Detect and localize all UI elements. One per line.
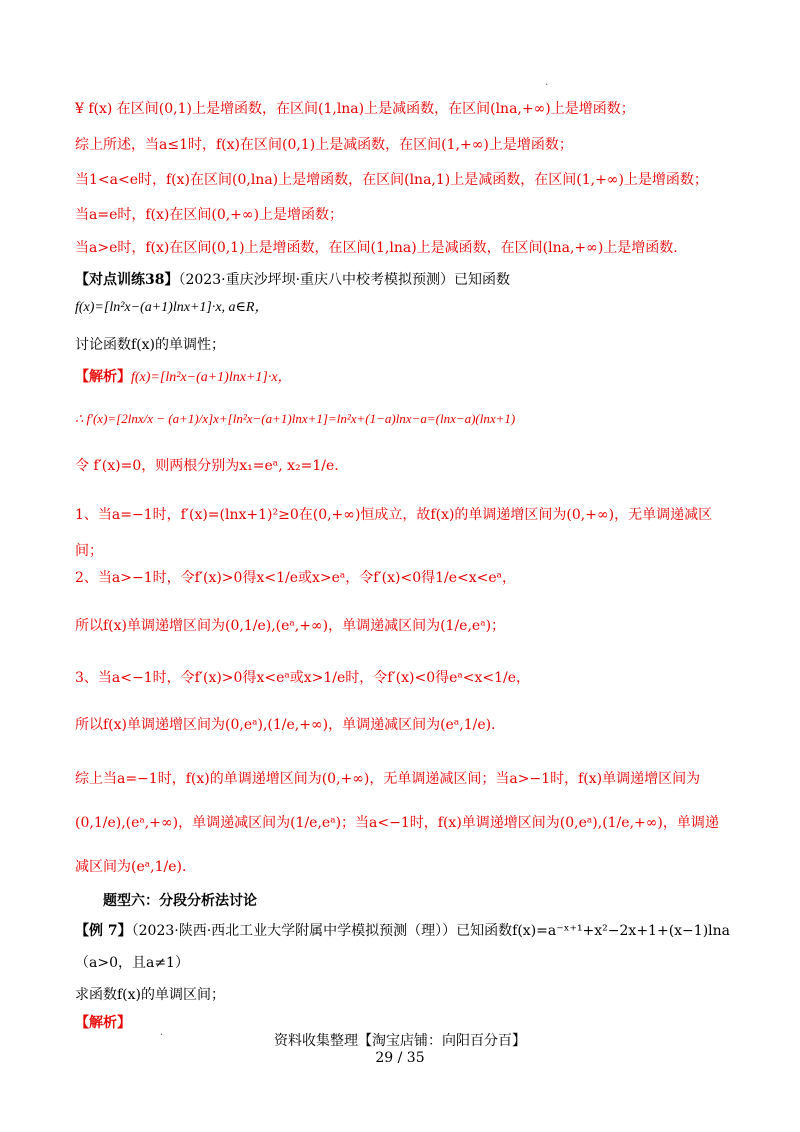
solution-38-intro xyxy=(75,367,292,388)
exercise-38-source: （2023·重庆沙坪坝·重庆八中校考模拟预测）已知函数 xyxy=(178,272,511,288)
scan-dot-2: · xyxy=(160,1030,164,1041)
line-summary-a-le-1: 综上所述，当a≤1时，f(x)在区间(0,1)上是减函数，在区间(1,+∞)上是增函数； xyxy=(75,137,573,153)
exercise-38-label: 【对点训练38】 xyxy=(75,272,179,288)
line-conclusion-1: ¥ f(x) 在区间(0,1)上是增函数，在区间(1,lna)上是减函数，在区间(lna,+∞)上是增函数； xyxy=(75,101,635,117)
page-number: 29 / 35 xyxy=(375,1050,425,1066)
summary-paragraph: 综上当a=−1时，f(x)的单调递增区间为(0,+∞)，无单调递减区间；当a>−1时，f(x)单调递增区间为(0,1/e),(eᵃ,+∞)，单调递减区间为(1/e,eᵃ)；当a<−1时，f(x)单调递增区间为(0,eᵃ),(1/e,+∞)，单调递减区间为(eᵃ,1/e). xyxy=(75,771,719,875)
section-type-6-title: 题型六：分段分析法讨论 xyxy=(103,893,257,909)
exercise-38-function: f(x)=[ln²x−(a+1)lnx+1]·x, a∈R， xyxy=(75,300,269,315)
solution-function: f(x)=[ln²x−(a+1)lnx+1]·x， xyxy=(131,370,292,385)
case-1-line: 1、当a=−1时，f′(x)=(lnx+1)²≥0在(0,+∞)恒成立，故f(x)的单调递增区间为(0,+∞)，无单调递减区间； xyxy=(75,507,713,559)
case-2-line: 2、当a>−1时，令f′(x)>0得x<1/e或x>eᵃ，令f′(x)<0得1/e<x<eᵃ， xyxy=(75,570,517,586)
solution-label: 【解析】 xyxy=(75,369,131,385)
exercise-38-header xyxy=(75,270,510,290)
line-case-1-lt-a-lt-e: 当1<a<e时，f(x)在区间(0,lna)上是增函数，在区间(lna,1)上是减函数，在区间(1,+∞)上是增函数； xyxy=(75,172,708,188)
footer-source: 资料收集整理【淘宝店铺：向阳百分百】 xyxy=(274,1033,526,1049)
line-case-a-gt-e: 当a>e时，f(x)在区间(0,1)上是增函数，在区间(1,lna)上是减函数，在区间(lna,+∞)上是增函数. xyxy=(75,240,678,256)
example-7-label: 【例 7】 xyxy=(75,923,132,939)
derivative-equation: ∴ f′(x)=[2lnx/x − (a+1)/x]x+[ln²x−(a+1)lnx+1]=ln²x+(1−a)lnx−a=(lnx−a)(lnx+1) xyxy=(75,411,516,426)
roots-line: 令 f′(x)=0，则两根分别为x₁=eᵃ, x₂=1/e. xyxy=(75,458,339,474)
example-7-condition: （a>0，且a≠1） xyxy=(75,955,189,971)
example-7-question: 求函数f(x)的单调区间； xyxy=(75,987,226,1003)
line-case-a-eq-e: 当a=e时，f(x)在区间(0,+∞)上是增函数； xyxy=(75,207,344,223)
solution-7-label: 【解析】 xyxy=(75,1015,131,1031)
case-3-result: 所以f(x)单调递增区间为(0,eᵃ),(1/e,+∞)，单调递减区间为(eᵃ,1/e). xyxy=(75,717,496,733)
example-7-text: （2023·陕西·西北工业大学附属中学模拟预测（理））已知函数f(x)=a⁻ˣ⁺¹+x²−2x+1+(x−1)lna xyxy=(131,923,730,939)
case-2-result: 所以f(x)单调递增区间为(0,1/e),(eᵃ,+∞)，单调递减区间为(1/e,eᵃ)； xyxy=(75,618,506,634)
case-3-line: 3、当a<−1时，令f′(x)>0得x<eᵃ或x>1/e时，令f′(x)<0得eᵃ<x<1/e， xyxy=(75,670,531,686)
example-7-header xyxy=(75,921,730,941)
scan-dot: · xyxy=(545,80,549,91)
exercise-38-question: 讨论函数f(x)的单调性； xyxy=(75,337,226,353)
